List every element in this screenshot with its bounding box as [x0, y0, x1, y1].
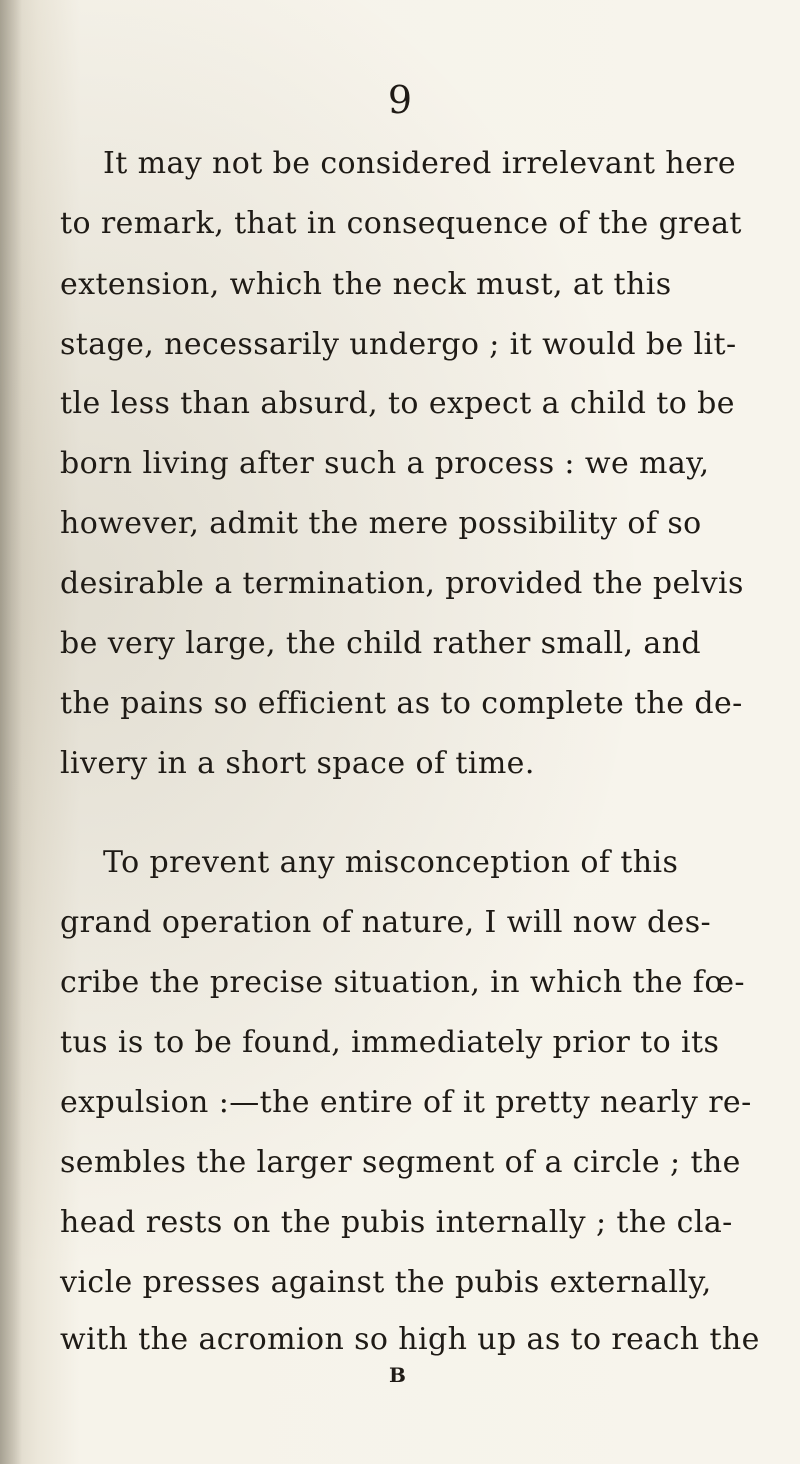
page-gutter-shadow	[0, 0, 22, 1464]
text-line: however, admit the mere possibility of so	[60, 506, 702, 541]
text-line: desirable a termination, provided the pelvis	[60, 566, 744, 601]
text-line: head rests on the pubis internally ; the cla-	[60, 1205, 733, 1240]
text-line: with the acromion so high up as to reach the	[60, 1322, 760, 1357]
text-line: extension, which the neck must, at this	[60, 267, 672, 302]
signature-mark: B	[389, 1363, 407, 1387]
text-line: born living after such a process : we may,	[60, 446, 710, 481]
text-line: expulsion :—the entire of it pretty nearly re-	[60, 1085, 752, 1120]
text-line: To prevent any misconception of this	[103, 845, 679, 880]
text-line: livery in a short space of time.	[60, 746, 535, 781]
text-line: tle less than absurd, to expect a child to be	[60, 386, 735, 421]
text-line: stage, necessarily undergo ; it would be lit-	[60, 327, 737, 362]
text-line: the pains so efficient as to complete the de-	[60, 686, 743, 721]
text-line: grand operation of nature, I will now des-	[60, 905, 712, 940]
text-line: cribe the precise situation, in which the fœ-	[60, 965, 745, 1000]
text-line: sembles the larger segment of a circle ; the	[60, 1145, 741, 1180]
text-line: tus is to be found, immediately prior to its	[60, 1025, 720, 1060]
page-number: 9	[387, 78, 413, 122]
text-line: be very large, the child rather small, and	[60, 626, 702, 661]
text-line: vicle presses against the pubis externally,	[60, 1265, 712, 1300]
text-line: It may not be considered irrelevant here	[103, 146, 736, 181]
text-line: to remark, that in consequence of the great	[60, 206, 742, 241]
